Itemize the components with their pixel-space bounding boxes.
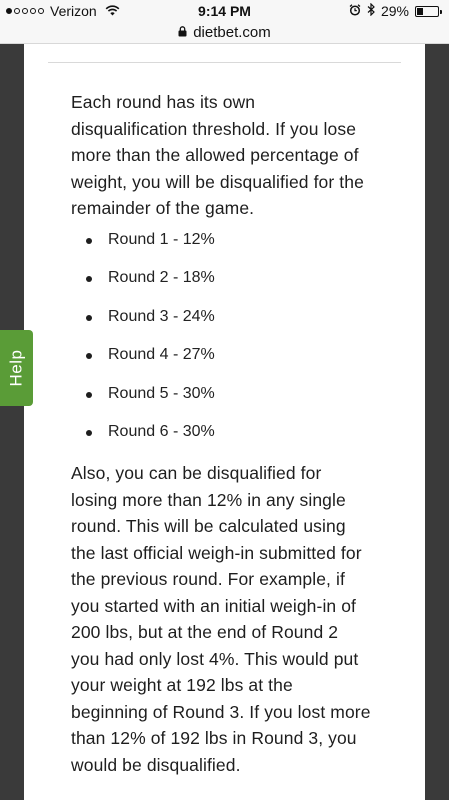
alarm-icon — [349, 3, 361, 19]
section-divider — [48, 62, 401, 63]
bluetooth-icon — [367, 3, 375, 19]
page-gutter-right — [425, 44, 449, 800]
round-label: Round 5 - 30% — [108, 384, 215, 402]
status-bar — [0, 0, 449, 22]
round-label: Round 3 - 24% — [108, 307, 215, 325]
round-label: Round 2 - 18% — [108, 269, 215, 287]
address-bar[interactable] — [0, 22, 449, 44]
battery-icon — [415, 6, 439, 17]
bullet-icon — [86, 353, 92, 359]
help-tab-button[interactable] — [0, 330, 33, 406]
followup-paragraph: Also, you can be disqualified for losing more than 12% in any single round. This will be calculated using the last official weigh-in submitted for the previous round. For example, if you started with an initial weigh-in of 200 lbs, but at the end of Round 2 you had only lost 4%. This would put your weight at 192 lbs at the beginning of Round 3. If you lost more than 12% of 192 lbs in Round 3, you would be disqualified. — [71, 463, 371, 775]
list-item — [84, 268, 215, 306]
clock: 9:14 PM — [198, 3, 251, 19]
list-item — [84, 345, 215, 383]
help-label: Help — [6, 349, 26, 387]
bullet-icon — [86, 238, 92, 244]
status-right — [349, 3, 439, 19]
battery-percent: 29% — [380, 3, 409, 19]
bullet-icon — [86, 276, 92, 282]
article-content — [24, 44, 425, 800]
round-threshold-list — [84, 230, 215, 460]
list-item — [84, 307, 215, 345]
round-label: Round 6 - 30% — [108, 422, 215, 440]
carrier-name: Verizon — [50, 3, 97, 19]
list-item — [84, 422, 215, 460]
bullet-icon — [86, 430, 92, 436]
round-label: Round 4 - 27% — [108, 346, 215, 364]
lock-icon — [178, 24, 187, 41]
list-item — [84, 230, 215, 268]
round-label: Round 1 - 12% — [108, 231, 215, 248]
bullet-icon — [86, 392, 92, 398]
url-text: dietbet.com — [193, 24, 271, 41]
bullet-icon — [86, 315, 92, 321]
page-gutter-left — [0, 44, 24, 800]
list-item — [84, 384, 215, 422]
intro-paragraph: Each round has its own disqualification threshold. If you lose more than the allowed percentage of weight, you will be disqualified for the remainder of the game. — [71, 92, 364, 218]
